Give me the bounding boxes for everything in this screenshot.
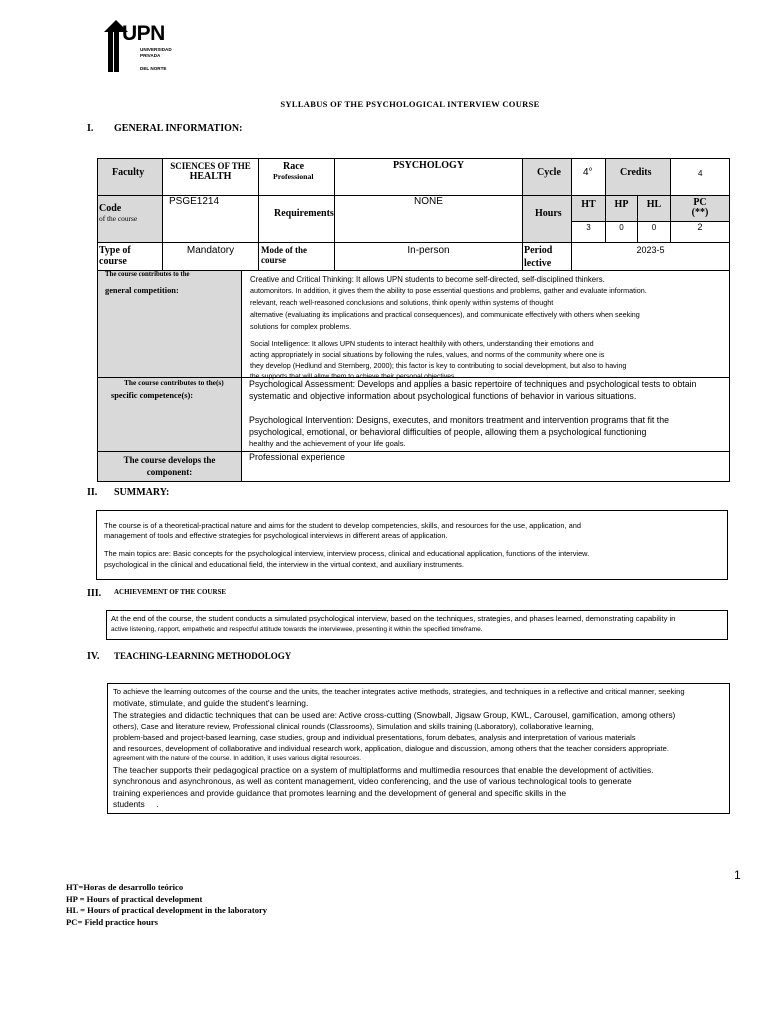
type-label (97, 242, 163, 271)
requirements-value: NONE (334, 195, 523, 243)
achievement-line: At the end of the course, the student conducts a simulated psychological interview, based on the techniques, strategies, and phases learned, demonstrating capability in (111, 614, 676, 623)
pc-label-line-2: (**) (691, 207, 709, 218)
component-label (97, 451, 242, 482)
methodology-line: others), Case and literature review, Professional clinical rounds (Classrooms), Simulation and skills training (Laboratory), collaborative learning, (113, 721, 594, 731)
summary-line: psychological in the clinical and educational field, the interview in the virtual context, and auxiliary instruments. (104, 559, 464, 569)
code-label (97, 195, 163, 243)
general-line: Social Intelligence: It allows UPN students to interact healthily with others, understanding their emotions and (250, 338, 594, 348)
component-value: Professional experience (241, 451, 730, 482)
requirements-label: Requirements (258, 195, 335, 243)
general-competence-text (241, 270, 730, 378)
summary-line: management of tools and effective strategies for psychological interviews in different areas of application. (104, 531, 448, 541)
general-line: automonitors. In addition, it gives them the ability to pose essential questions and problems, gather and evaluate information. (250, 286, 647, 296)
achievement-box (106, 610, 728, 640)
cycle-label: Cycle (522, 158, 572, 196)
hours-legend (66, 882, 267, 928)
logo-line-2: PRIVADA (140, 53, 161, 58)
page-number: 1 (734, 868, 741, 882)
section-1-title: GENERAL INFORMATION: (114, 123, 243, 134)
methodology-line: students . (113, 799, 159, 809)
general-line: relevant, reach well-reasoned conclusions and solutions, think openly within systems of thought (250, 298, 554, 308)
general-label-line-2: general competition: (105, 286, 179, 295)
logo-wordmark: UPN (122, 22, 165, 45)
mode-label-line-2: course (261, 255, 286, 265)
general-line: solutions for complex problems. (250, 321, 352, 331)
type-label-line-1: Type of (99, 245, 131, 256)
specific-line: psychological, emotional, or behavioral difficulties of people, allowing them a psychological functioning (249, 427, 647, 438)
code-value: PSGE1214 (162, 195, 259, 243)
period-label (522, 242, 572, 271)
race-value: PSYCHOLOGY (334, 158, 523, 196)
code-label-line-1: Code (99, 203, 122, 214)
methodology-line: To achieve the learning outcomes of the course and the units, the teacher integrates active methods, strategies, and techniques in a reflective and critical manner, seeking (113, 687, 685, 696)
hl-value: 0 (637, 221, 671, 243)
specific-line: Psychological Assessment: Develops and applies a basic repertoire of techniques and psychological tests to obtain (249, 379, 697, 389)
general-line: Creative and Critical Thinking: It allows UPN students to become self-directed, self-disciplined thinkers. (250, 275, 605, 284)
summary-line: The course is of a theoretical-practical nature and aims for the student to develop competencies, skills, and resources for the use, application, and (104, 521, 581, 530)
type-value: Mandatory (162, 242, 259, 271)
period-label-line-1: Period (524, 245, 553, 256)
hp-value: 0 (605, 221, 638, 243)
faculty-label: Faculty (97, 158, 163, 196)
logo-line-1: UNIVERSIDAD (140, 47, 172, 52)
credits-value: 4 (670, 158, 730, 196)
period-value: 2023-5 (571, 242, 730, 271)
ht-value: 3 (571, 221, 606, 243)
legend-line: PC= Field practice hours (66, 916, 159, 927)
general-label-line-1: The course contributes to the (105, 271, 190, 278)
pc-label-line-1: PC (693, 197, 707, 208)
general-competence-label (97, 270, 242, 378)
methodology-line: synchronous and asynchronous, as well as content management, video conferencing, and the use of various technological tools to generate (113, 776, 632, 786)
general-line: acting appropriately in social situations by following the rules, values, and norms of the community where one is (250, 350, 605, 359)
mode-label-line-1: Mode of the (261, 245, 307, 255)
faculty-value-line-1: SCIENCES OF THE (170, 161, 251, 171)
section-1-number: I. (87, 123, 94, 134)
specific-line: Psychological Intervention: Designs, executes, and monitors treatment and intervention programs that fit the (249, 415, 670, 426)
summary-box (96, 510, 728, 580)
summary-line: The main topics are: Basic concepts for the psychological interview, interview process, clinical and educational application, functions of the interview. (104, 549, 590, 559)
general-line: alternative (evaluating its implications and practical consequences), and communicate effectively with others when seeking (250, 310, 640, 319)
specific-line: systematic and objective information about psychological functions of behavior in various situations. (249, 390, 637, 401)
ht-label: HT (571, 195, 606, 222)
general-line: the supports that will allow them to achieve their personal objectives. (250, 372, 457, 380)
methodology-line: The teacher supports their pedagogical practice on a system of multiplatforms and multimedia resources that enable the development of activities. (113, 765, 654, 775)
section-4-number: IV. (87, 651, 100, 662)
section-4-title: TEACHING-LEARNING METHODOLOGY (114, 651, 292, 661)
component-label-line-1: The course develops the (123, 455, 216, 465)
credits-label: Credits (605, 158, 671, 196)
race-label-line-2: Professional (273, 172, 314, 181)
cycle-value: 4° (571, 158, 606, 196)
type-label-line-2: course (99, 256, 127, 267)
faculty-value (162, 158, 259, 196)
section-3-title: ACHIEVEMENT OF THE COURSE (114, 588, 227, 596)
hours-label: Hours (522, 195, 572, 243)
achievement-line: active listening, rapport, empathetic and respectful attitude towards the interviewee, presenting it within the specified timeframe. (111, 625, 483, 633)
pc-label (670, 195, 730, 222)
section-2-number: II. (87, 487, 98, 498)
component-label-line-2: component: (146, 467, 193, 477)
legend-line: HT=Horas de desarrollo teórico (66, 882, 184, 892)
section-2-title: SUMMARY: (114, 487, 170, 498)
race-label (258, 158, 335, 196)
period-label-line-2: lective (524, 258, 552, 269)
general-line: they develop (Hedlund and Sternberg, 2000); this factor is key to contributing to social development, but also to having (250, 361, 627, 371)
hp-label: HP (605, 195, 638, 222)
section-3-number: III. (87, 588, 102, 599)
race-label-line-1: Race (283, 161, 305, 172)
legend-line: HL = Hours of practical development in the laboratory (66, 905, 268, 916)
code-label-line-2: of the course (99, 214, 138, 223)
specific-line: healthy and the achievement of your life goals. (249, 438, 406, 448)
methodology-line: agreement with the nature of the course. In addition, it uses various digital resources. (113, 755, 362, 762)
specific-competence-text (241, 377, 730, 452)
hl-label: HL (637, 195, 671, 222)
specific-label-line-1: The course contributes to the(s) (124, 378, 224, 387)
methodology-line: The strategies and didactic techniques that can be used are: Active cross-cutting (Snowball, Jigsaw Group, KWL, Carousel, gamification, among others) (113, 709, 676, 720)
mode-value: In-person (334, 242, 523, 271)
methodology-line: motivate, stimulate, and guide the student's learning. (113, 697, 309, 708)
document-title: SYLLABUS OF THE PSYCHOLOGICAL INTERVIEW COURSE (280, 99, 540, 109)
mode-label (258, 242, 335, 271)
methodology-line: problem-based and project-based learning, case studies, group and individual presentations, forum debates, analysis and interpretation of various materials (113, 732, 636, 742)
methodology-line: and resources, development of collaborative and individual research work, application, dialogue and discussion, among others that the teacher considers appropriate. (113, 743, 669, 753)
specific-competence-label (97, 377, 242, 452)
pc-value: 2 (670, 221, 730, 243)
specific-label-line-2: specific competence(s): (111, 391, 194, 400)
logo-line-3: DEL NORTE (140, 66, 167, 71)
methodology-line: training experiences and provide guidance that promotes learning and the development of general and specific skills in the (113, 787, 566, 798)
legend-line: HP = Hours of practical development (66, 893, 203, 904)
faculty-value-line-2: HEALTH (189, 171, 232, 182)
methodology-box (107, 683, 730, 814)
